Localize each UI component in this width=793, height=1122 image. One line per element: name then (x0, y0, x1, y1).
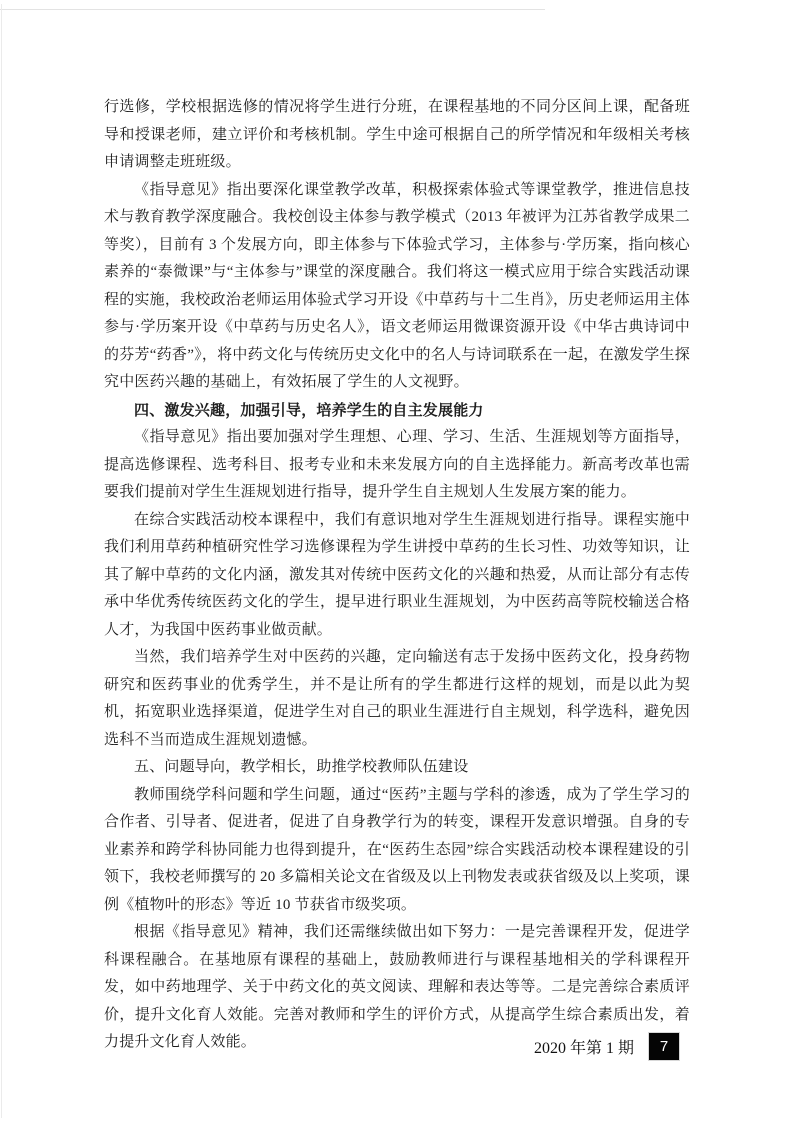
body-paragraph: 在综合实践活动校本课程中，我们有意识地对学生生涯规划进行指导。课程实施中我们利用草药种植研究性学习选修课程为学生讲授中草药的生长习性、功效等知识，让其了解中草药的文化内涵，激发其对传统中医药文化的兴趣和热爱，从而让部分有志传承中华优秀传统医药文化的学生，提早进行职业生涯规划，为中医药高等院校输送合格人才，为我国中医药事业做贡献。 (104, 511, 690, 638)
body-paragraph: 根据《指导意见》精神，我们还需继续做出如下努力：一是完善课程开发，促进学科课程融合。在基地原有课程的基础上，鼓励教师进行与课程基地相关的学科课程开发，如中药地理学、关于中药文化的英文阅读、理解和表达等等。二是完善综合素质评价，提升文化育人效能。完善对教师和学生的评价方式，从提高学生综合素质出发，着力提升文化育人效能。 (104, 924, 690, 1050)
body-paragraph: 当然，我们培养学生对中医药的兴趣，定向输送有志于发扬中医药文化，投身药物研究和医药事业的优秀学生，并不是让所有的学生都进行这样的规划，而是以此为契机，拓宽职业选择渠道，促进学生对自己的职业生涯进行自主规划，科学选科，避免因选科不当而造成生涯规划遗憾。 (104, 649, 690, 748)
scan-edge-left (1, 4, 2, 1118)
section-heading-five: 五、问题导向，教学相长，助推学校教师队伍建设 (134, 759, 469, 775)
issue-label: 2020 年第 1 期 (533, 1039, 634, 1057)
body-paragraph: 《指导意见》指出要深化课堂教学改革，积极探索体验式等课堂教学，推进信息技术与教育教学深度融合。我校创设主体参与教学模式（2013 年被评为江苏省教学成果二等奖），目前有 3 个发展方向，即主体参与下体验式学习，主体参与·学历案，指向核心素养的“泰微课”与“主体参与”课堂的深度融合。我们将这一模式应用于综合实践活动课程的实施，我校政治老师运用体验式学习开设《中草药与十二生肖》，历史老师运用主体参与·学历案开设《中草药与历史名人》，语文老师运用微课资源开设《中华古典诗词中的芬芳“药香”》，将中药文化与传统历史文化中的名人与诗词联系在一起，在激发学生探究中医药兴趣的基础上，有效拓展了学生的人文视野。 (104, 181, 690, 390)
page-footer (104, 1032, 679, 1060)
page-number-badge: 7 (649, 1033, 679, 1060)
content-area (104, 94, 690, 1057)
section-heading-four: 四、激发兴趣，加强引导，培养学生的自主发展能力 (134, 401, 484, 419)
body-paragraph: 《指导意见》指出要加强对学生理想、心理、学习、生活、生涯规划等方面指导，提高选修课程、选考科目、报考专业和未来发展方向的自主选择能力。新高考改革也需要我们提前对学生生涯规划进行指导，提升学生自主规划人生发展方案的能力。 (104, 429, 690, 500)
scan-edge-top (0, 9, 545, 10)
body-paragraph: 教师围绕学科问题和学生问题，通过“医药”主题与学科的渗透，成为了学生学习的合作者、引导者、促进者，促进了自身教学行为的转变，课程开发意识增强。自身的专业素养和跨学科协同能力也得到提升，在“医药生态园”综合实践活动校本课程建设的引领下，我校老师撰写的 20 多篇相关论文在省级及以上刊物发表或获省级及以上奖项，课例《植物叶的形态》等近 10 节获省市级奖项。 (104, 786, 690, 913)
body-paragraph: 行选修，学校根据选修的情况将学生进行分班，在课程基地的不同分区间上课，配备班导和授课老师，建立评价和考核机制。学生中途可根据自己的所学情况和年级相关考核申请调整走班班级。 (104, 99, 690, 170)
